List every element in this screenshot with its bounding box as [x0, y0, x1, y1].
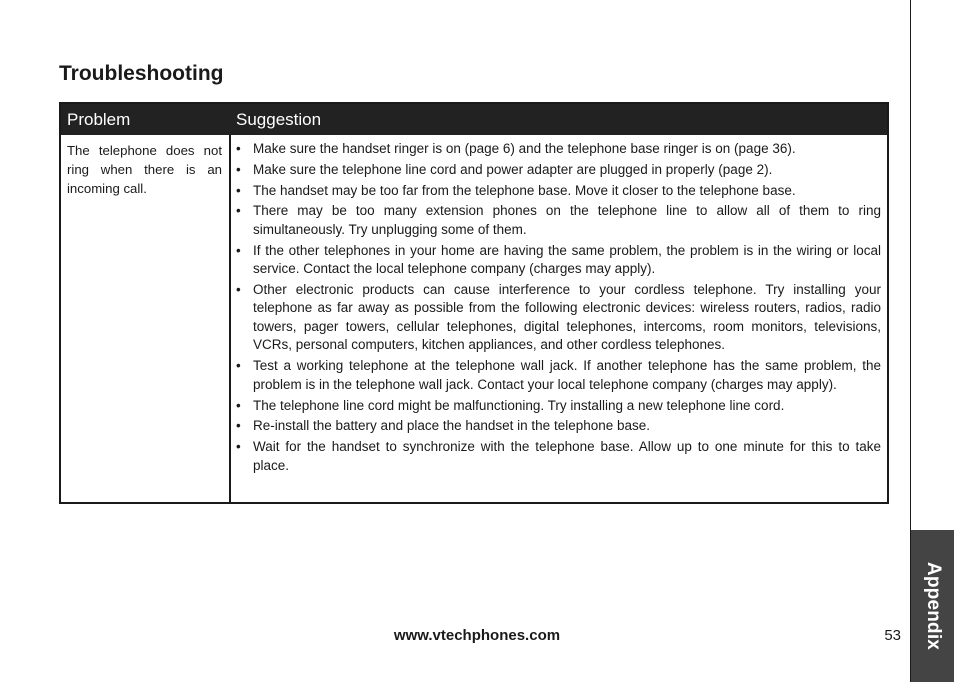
suggestion-column-header: Suggestion	[236, 110, 322, 129]
problem-cell: The telephone does not ring when there is an incoming call.	[67, 143, 222, 196]
suggestion-list	[236, 140, 881, 477]
appendix-tab-label: Appendix	[922, 561, 944, 651]
suggestion-item: • Make sure the handset ringer is on (page 6) and the telephone base ringer is on (page 36).	[236, 140, 881, 159]
table-header-row	[61, 104, 887, 135]
suggestion-item: • The handset may be too far from the telephone base. Move it closer to the telephone base.	[236, 182, 881, 201]
page-number: 53	[884, 627, 901, 644]
suggestion-item: • There may be too many extension phones on the telephone line to allow all of them to ring simultaneously. Try unplugging some of them.	[236, 202, 881, 239]
suggestion-item: • Make sure the telephone line cord and power adapter are plugged in properly (page 2).	[236, 161, 881, 180]
suggestion-item: • Re-install the battery and place the handset in the telephone base.	[236, 417, 881, 436]
column-divider	[229, 135, 231, 502]
suggestion-item: • Other electronic products can cause interference to your cordless telephone. Try installing your telephone as far away as possible from the following electronic devices: wireless routers, radios, radio towers, pager towers, cellular telephones, digital telephones, intercoms, room monitors, televisions, VCRs, personal computers, kitchen appliances, and other cordless telephones.	[236, 281, 881, 355]
suggestion-item: • If the other telephones in your home are having the same problem, the problem is in the wiring or local service. Contact the local telephone company (charges may apply).	[236, 242, 881, 279]
appendix-section-tab[interactable]	[911, 530, 954, 682]
page-title: Troubleshooting	[59, 62, 224, 85]
troubleshooting-table	[59, 102, 889, 504]
suggestion-item: • The telephone line cord might be malfunctioning. Try installing a new telephone line cord.	[236, 397, 881, 416]
footer-website-link[interactable]: www.vtechphones.com	[393, 627, 561, 644]
problem-column-header: Problem	[67, 110, 131, 129]
suggestion-item: • Test a working telephone at the telephone wall jack. If another telephone has the same problem, the problem is in the telephone wall jack. Contact your local telephone company (charges may apply).	[236, 357, 881, 394]
suggestion-item: • Wait for the handset to synchronize with the telephone base. Allow up to one minute for this to take place.	[236, 438, 881, 475]
